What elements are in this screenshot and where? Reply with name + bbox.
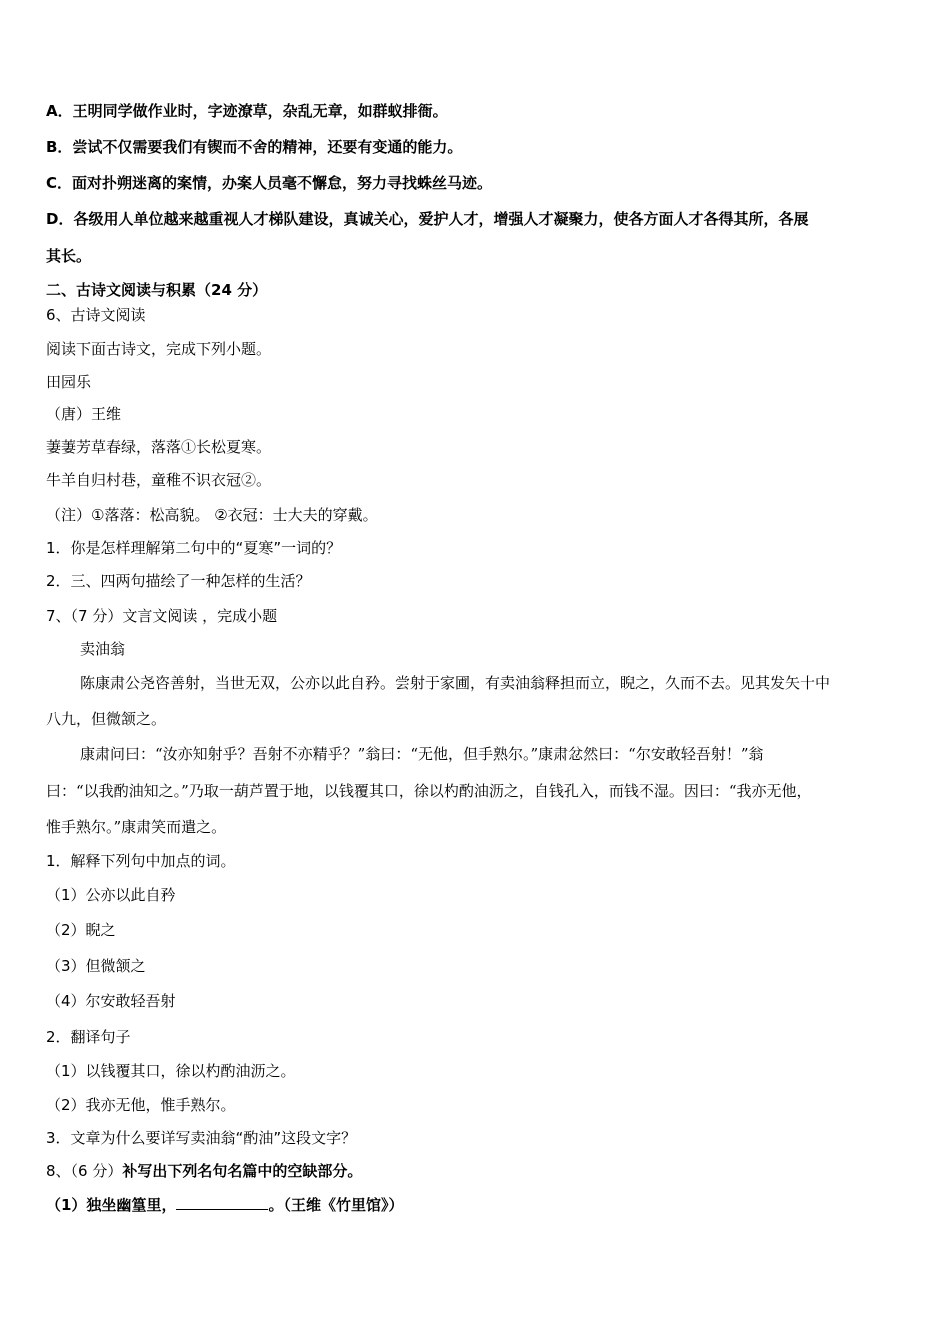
q7-sub-2: 2．翻译句子 bbox=[46, 1028, 131, 1046]
option-d-line2: 其长。 bbox=[46, 247, 92, 265]
section-heading: 二、古诗文阅读与积累（24 分） bbox=[46, 281, 268, 299]
option-b: B．尝试不仅需要我们有锲而不舍的精神，还要有变通的能力。 bbox=[46, 138, 463, 156]
q8-title-bold: 补写出下列名句名篇中的空缺部分。 bbox=[122, 1162, 363, 1180]
q6-sub-2: 2．三、四两句描绘了一种怎样的生活？ bbox=[46, 572, 311, 590]
passage-p2-line2: 曰：“以我酌油知之。”乃取一葫芦置于地，以钱覆其口，徐以杓酌油沥之，自钱孔入，而钱不湿。因曰：“我亦无他， bbox=[46, 782, 812, 800]
q7-sub-2-2: （2）我亦无他，惟手熟尔。 bbox=[46, 1096, 236, 1114]
q7-sub-1-3: （3）但微颔之 bbox=[46, 957, 146, 975]
poem-title: 田园乐 bbox=[46, 373, 92, 391]
passage-p2-line1: 康肃问曰：“汝亦知射乎？吾射不亦精乎？”翁曰：“无他，但手熟尔。”康肃忿然曰：“尔安敢轻吾射！”翁 bbox=[80, 745, 764, 763]
q8-item-1 bbox=[46, 1195, 920, 1215]
q7-sub-1-4: （4）尔安敢轻吾射 bbox=[46, 992, 176, 1010]
q7-sub-1-1: （1）公亦以此自矜 bbox=[46, 886, 176, 904]
q8-item-1-suffix: 。（王维《竹里馆》） bbox=[268, 1196, 404, 1214]
q7-sub-2-1: （1）以钱覆其口，徐以杓酌油沥之。 bbox=[46, 1062, 296, 1080]
poem-line-2: 牛羊自归村巷，童稚不识衣冠②。 bbox=[46, 471, 272, 489]
option-a: A．王明同学做作业时，字迹潦草，杂乱无章，如群蚁排衙。 bbox=[46, 102, 448, 120]
poem-author: （唐）王维 bbox=[46, 405, 122, 423]
q7-title: 7、（7 分）文言文阅读 ，完成小题 bbox=[46, 607, 278, 625]
option-d-line1: D．各级用人单位越来越重视人才梯队建设，真诚关心，爱护人才，增强人才凝聚力，使各方面人才各得其所，各展 bbox=[46, 210, 809, 228]
poem-note: （注）①落落：松高貌。 ②衣冠：士大夫的穿戴。 bbox=[46, 506, 378, 524]
q8-title bbox=[46, 1161, 920, 1181]
option-c: C．面对扑朔迷离的案情，办案人员毫不懈怠，努力寻找蛛丝马迹。 bbox=[46, 174, 493, 192]
q6-title: 6、古诗文阅读 bbox=[46, 306, 146, 324]
passage-p1-line1: 陈康肃公尧咨善射，当世无双，公亦以此自矜。尝射于家圃，有卖油翁释担而立，睨之，久而不去。见其发矢十中 bbox=[80, 674, 831, 692]
poem-line-1: 萋萋芳草春绿，落落①长松夏寒。 bbox=[46, 438, 272, 456]
q8-item-1-prefix: （1）独坐幽篁里， bbox=[46, 1196, 177, 1214]
q6-sub-1: 1．你是怎样理解第二句中的“夏寒”一词的？ bbox=[46, 539, 342, 557]
q7-sub-1: 1．解释下列句中加点的词。 bbox=[46, 852, 236, 870]
q7-sub-1-2: （2）睨之 bbox=[46, 921, 116, 939]
answer-blank bbox=[176, 1195, 268, 1210]
passage-title: 卖油翁 bbox=[80, 640, 126, 658]
passage-p2-line3: 惟手熟尔。”康肃笑而遣之。 bbox=[46, 818, 227, 836]
q8-title-prefix: 8、（6 分） bbox=[46, 1162, 123, 1180]
q7-sub-3: 3．文章为什么要详写卖油翁“酌油”这段文字？ bbox=[46, 1129, 357, 1147]
q6-instruction: 阅读下面古诗文，完成下列小题。 bbox=[46, 340, 272, 358]
passage-p1-line2: 八九，但微颔之。 bbox=[46, 710, 167, 728]
